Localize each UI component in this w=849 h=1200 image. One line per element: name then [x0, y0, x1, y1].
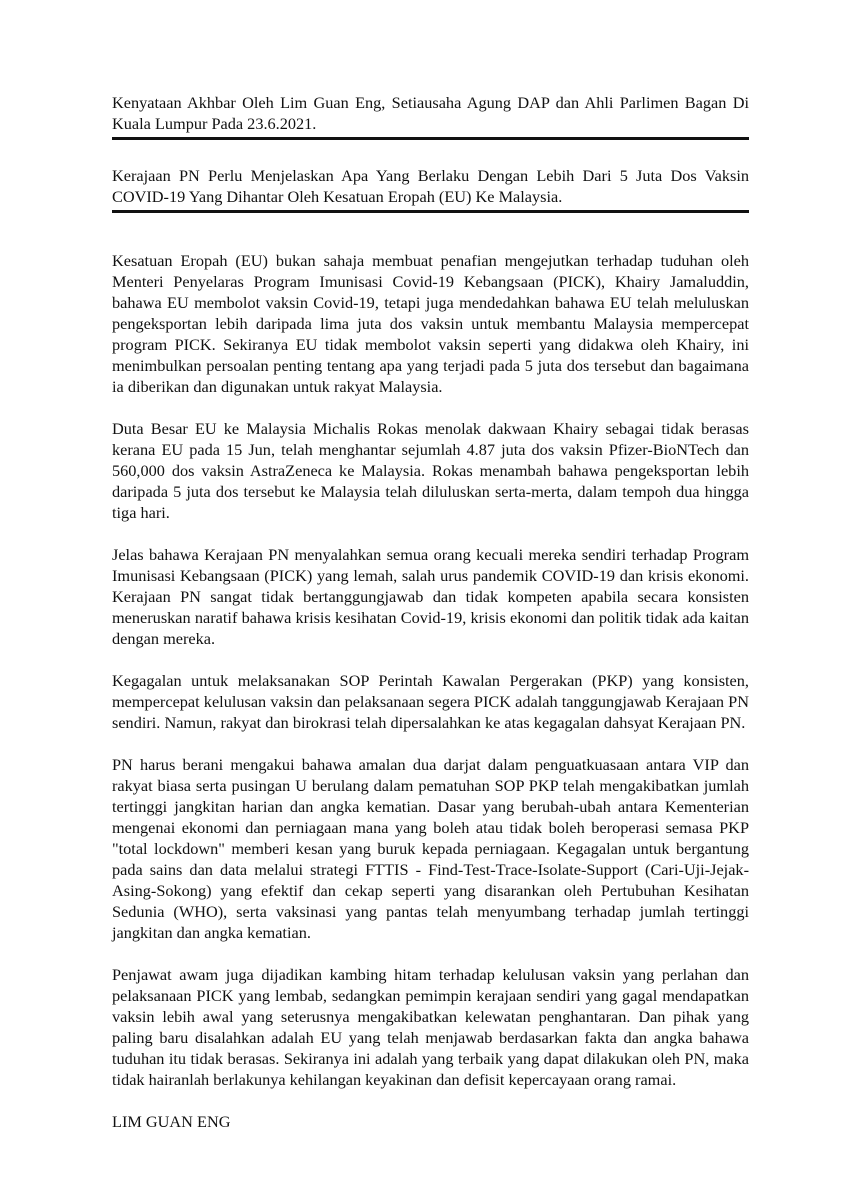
paragraph: Duta Besar EU ke Malaysia Michalis Rokas menolak dakwaan Khairy sebagai tidak berasas kerana EU pada 15 Jun, telah menghantar sejumlah 4.87 juta dos vaksin Pfizer-BioNTech dan 560,000 dos vaksin AstraZeneca ke Malaysia. Rokas menambah bahawa pengeksportan lebih daripada 5 juta dos tersebut ke Malaysia telah diluluskan serta-merta, dalam tempoh dua hingga tiga hari. [112, 419, 749, 522]
paragraph: PN harus berani mengakui bahawa amalan dua darjat dalam penguatkuasaan antara VIP dan rakyat biasa serta pusingan U berulang dalam pematuhan SOP PKP telah mengakibatkan jumlah tertinggi jangkitan harian dan angka kematian. Dasar yang berubah-ubah antara Kementerian mengenai ekonomi dan perniagaan mana yang boleh atau tidak boleh beroperasi semasa PKP "total lockdown" memberi kesan yang buruk kepada perniagaan. Kegagalan untuk bergantung pada sains dan data melalui strategi FTTIS - Find-Test-Trace-Isolate-Support (Cari-Uji-Jejak-Asing-Sokong) yang efektif dan cekap seperti yang disarankan oleh Pertubuhan Kesihatan Sedunia (WHO), serta vaksinasi yang pantas telah menyumbang terhadap jumlah tertinggi jangkitan dan angka kematian. [112, 755, 749, 942]
statement-header: Kenyataan Akhbar Oleh Lim Guan Eng, Setiausaha Agung DAP dan Ahli Parlimen Bagan Di Kuala Lumpur Pada 23.6.2021. [112, 93, 749, 133]
header-divider [112, 137, 749, 140]
signature: LIM GUAN ENG [112, 1112, 231, 1131]
press-statement [112, 92, 749, 1153]
paragraph: Kegagalan untuk melaksanakan SOP Perintah Kawalan Pergerakan (PKP) yang konsisten, mempercepat kelulusan vaksin dan pelaksanaan segera PICK adalah tanggungjawab Kerajaan PN sendiri. Namun, rakyat dan birokrasi telah dipersalahkan ke atas kegagalan dahsyat Kerajaan PN. [112, 671, 749, 732]
title-divider [112, 210, 749, 213]
paragraph: Jelas bahawa Kerajaan PN menyalahkan semua orang kecuali mereka sendiri terhadap Program Imunisasi Kebangsaan (PICK) yang lemah, salah urus pandemik COVID-19 dan krisis ekonomi. Kerajaan PN sangat tidak bertanggungjawab dan tidak kompeten apabila secara konsisten meneruskan naratif bahawa krisis kesihatan Covid-19, krisis ekonomi dan politik tidak ada kaitan dengan mereka. [112, 545, 749, 648]
statement-title: Kerajaan PN Perlu Menjelaskan Apa Yang Berlaku Dengan Lebih Dari 5 Juta Dos Vaksin COVID-19 Yang Dihantar Oleh Kesatuan Eropah (EU) Ke Malaysia. [112, 166, 749, 206]
paragraph: Penjawat awam juga dijadikan kambing hitam terhadap kelulusan vaksin yang perlahan dan pelaksanaan PICK yang lembab, sedangkan pemimpin kerajaan sendiri yang gagal mendapatkan vaksin lebih awal yang seterusnya mengakibatkan kelewatan penghantaran. Dan pihak yang paling baru disalahkan adalah EU yang telah menjawab berdasarkan fakta dan angka bahawa tuduhan itu tidak berasas. Sekiranya ini adalah yang terbaik yang dapat dilakukan oleh PN, maka tidak hairanlah berlakunya kehilangan keyakinan dan defisit kepercayaan orang ramai. [112, 965, 749, 1089]
paragraph: Kesatuan Eropah (EU) bukan sahaja membuat penafian mengejutkan terhadap tuduhan oleh Menteri Penyelaras Program Imunisasi Covid-19 Kebangsaan (PICK), Khairy Jamaluddin, bahawa EU membolot vaksin Covid-19, tetapi juga mendedahkan bahawa EU telah meluluskan pengeksportan lebih daripada lima juta dos vaksin untuk membantu Malaysia mempercepat program PICK. Sekiranya EU tidak membolot vaksin seperti yang didakwa oleh Khairy, ini menimbulkan persoalan penting tentang apa yang terjadi pada 5 juta dos tersebut dan bagaimana ia diberikan dan digunakan untuk rakyat Malaysia. [112, 251, 749, 396]
